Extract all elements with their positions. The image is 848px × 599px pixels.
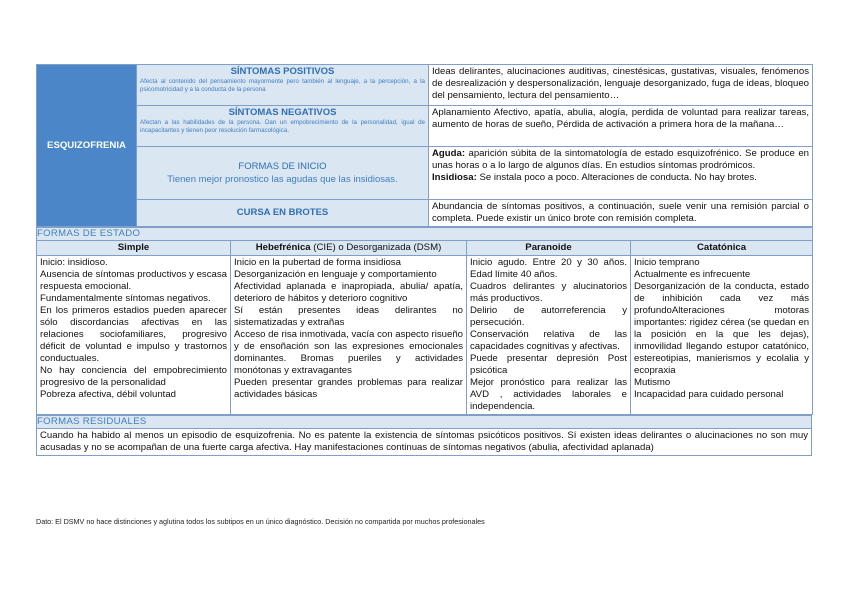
para-line: Cuadros delirantes y alucinatorios más productivos. bbox=[470, 281, 627, 304]
para-header: Paranoide bbox=[467, 241, 631, 256]
estado-table bbox=[36, 227, 813, 415]
cata-header: Catatónica bbox=[631, 241, 813, 256]
brotes-label bbox=[137, 200, 429, 227]
top-table bbox=[36, 64, 813, 227]
aguda-label: Aguda: bbox=[432, 148, 466, 159]
hebe-line: Afectividad aplanada e inapropiada, abulia/ apatía, deterioro de hábitos y deterioro cognitivo bbox=[234, 281, 463, 304]
residuales-table bbox=[36, 415, 812, 456]
hebe-header-rest: (CIE) o Desorganizada (DSM) bbox=[310, 242, 442, 253]
inicio-title: FORMAS DE INICIO bbox=[238, 160, 327, 172]
simple-line: Fundamentalmente síntomas negativos. bbox=[40, 293, 211, 304]
inicio-label bbox=[137, 147, 429, 200]
brotes-title: CURSA EN BROTES bbox=[236, 207, 329, 218]
negativos-title: SÍNTOMAS NEGATIVOS bbox=[228, 107, 337, 118]
estado-body bbox=[37, 256, 813, 415]
insidiosa-line bbox=[432, 172, 809, 184]
simple-line: Inicio: insidioso. bbox=[40, 257, 108, 268]
inicio-desc bbox=[429, 147, 813, 200]
cata-line: Inicio temprano bbox=[634, 257, 700, 268]
inicio-subtitle: Tienen mejor pronostico las agudas que las insidiosas. bbox=[167, 173, 398, 185]
cata-line: Actualmente es infrecuente bbox=[634, 269, 751, 280]
positivos-subtitle: Afecta al contenido del pensamiento mayormente pero también al lenguaje, a la percepción, a la psicomotricidad y a la conducta de la persona bbox=[140, 78, 425, 93]
footnote: Dato: El DSMV no hace distinciones y aglutina todos los subtipos en un único diagnóstico. Decisión no compartida por muchos profesionales bbox=[36, 517, 485, 526]
para-line: Delirio de autorreferencia y persecución. bbox=[470, 305, 627, 328]
row-brotes bbox=[37, 200, 813, 227]
para-line: Mejor pronóstico para realizar las AVD , actividades laborales e independencia. bbox=[470, 377, 627, 412]
insidiosa-text: Se instala poco a poco. Alteraciones de conducta. No hay brotes. bbox=[476, 172, 757, 183]
hebe-line: Sí están presentes ideas delirantes no sistematizadas y extrañas bbox=[234, 305, 463, 328]
hebe-cell bbox=[231, 256, 467, 415]
positivos-desc: Ideas delirantes, alucinaciones auditivas, cinestésicas, gustativas, visuales, fenómenos de desrealización y despersonalización, lenguaje desorganizado, fuga de ideas, bloqueo del pensamiento, lectura del pensamiento… bbox=[429, 65, 813, 106]
aguda-text: aparición súbita de la sintomatología de estado esquizofrénico. Se produce en unas horas o a lo largo de algunos días. En estudios síntomas prodrómicos. bbox=[432, 148, 809, 171]
simple-line: En los primeros estadios pueden aparecer sólo discordancias afectivas en las relaciones sociofamiliares, progresivo déficit de voluntad e impulso y trastornos conductuales. bbox=[40, 305, 227, 364]
hebe-line: Acceso de risa inmotivada, vacía con aspecto risueño y de ensoñación son las expresiones emocionales dominantes. Bromas pueriles y actividades monótonas y extravagantes bbox=[234, 329, 463, 376]
residuales-text: Cuando ha habido al menos un episodio de esquizofrenia. No es patente la existencia de síntomas psicóticos positivos. Sí existen ideas delirantes o alucinaciones no son muy acusadas y no se acompañan de una fuerte carga afectiva. Hay manifestaciones continuas de síntomas negativos (abulia, afectividad aplanada) bbox=[37, 429, 812, 456]
negativos-desc: Aplanamiento Afectivo, apatía, abulia, alogía, perdida de voluntad para realizar tareas, aumento de horas de sueño, Pérdida de activación a primera hora de la mañana… bbox=[429, 106, 813, 147]
simple-line: Pobreza afectiva, débil voluntad bbox=[40, 389, 176, 400]
hebe-line: Pueden presentar grandes problemas para realizar actividades básicas bbox=[234, 377, 463, 400]
para-cell bbox=[467, 256, 631, 415]
main-label: ESQUIZOFRENIA bbox=[37, 65, 137, 227]
cata-line: Desorganización de la conducta, estado de inhibición cada vez más profundoAlteraciones motoras importantes: rigidez cérea (se quedan en la posición en la que les dejas), inmovilidad llegando estupor catatónico, estereotipias, manierismos y ecolalia y ecopraxia bbox=[634, 281, 810, 376]
hebe-line: Inicio en la pubertad de forma insidiosa bbox=[234, 257, 401, 268]
negativos-subtitle: Afectan a las habilidades de la persona. Dan un empobrecimiento de la personalidad, igual de incapacitantes y tienen peor resolución farmacológica. bbox=[140, 119, 425, 134]
aguda-line bbox=[432, 148, 809, 172]
hebe-header bbox=[231, 241, 467, 256]
residuales-band: FORMAS RESIDUALES bbox=[37, 416, 812, 429]
hebe-header-bold: Hebefrénica bbox=[255, 242, 311, 253]
cata-line: Mutismo bbox=[634, 377, 671, 388]
para-line: Puede presentar depresión Post psicótica bbox=[470, 353, 627, 376]
positivos-title: SÍNTOMAS POSITIVOS bbox=[230, 66, 335, 77]
estado-headers bbox=[37, 241, 813, 256]
brotes-desc: Abundancia de síntomas positivos, a continuación, suele venir una remisión parcial o completa. Puede existir un único brote con remisión completa. bbox=[429, 200, 813, 227]
simple-line: Ausencia de síntomas productivos y escasa respuesta emocional. bbox=[40, 269, 227, 292]
cata-line: Incapacidad para cuidado personal bbox=[634, 389, 784, 400]
estado-band: FORMAS DE ESTADO bbox=[37, 228, 813, 241]
positivos-label bbox=[137, 65, 429, 106]
insidiosa-label: Insidiosa: bbox=[432, 172, 477, 183]
para-line: Inicio agudo. Entre 20 y 30 años. Edad límite 40 años. bbox=[470, 257, 627, 280]
simple-header: Simple bbox=[37, 241, 231, 256]
row-negativos bbox=[37, 106, 813, 147]
schizophrenia-table bbox=[36, 64, 812, 456]
simple-cell bbox=[37, 256, 231, 415]
negativos-label bbox=[137, 106, 429, 147]
cata-cell bbox=[631, 256, 813, 415]
row-positivos bbox=[37, 65, 813, 106]
simple-line: No hay conciencia del empobrecimiento progresivo de la personalidad bbox=[40, 365, 227, 388]
row-inicio bbox=[37, 147, 813, 200]
para-line: Conservación relativa de las capacidades cognitivas y afectivas. bbox=[470, 329, 627, 352]
hebe-line: Desorganización en lenguaje y comportamiento bbox=[234, 269, 437, 280]
